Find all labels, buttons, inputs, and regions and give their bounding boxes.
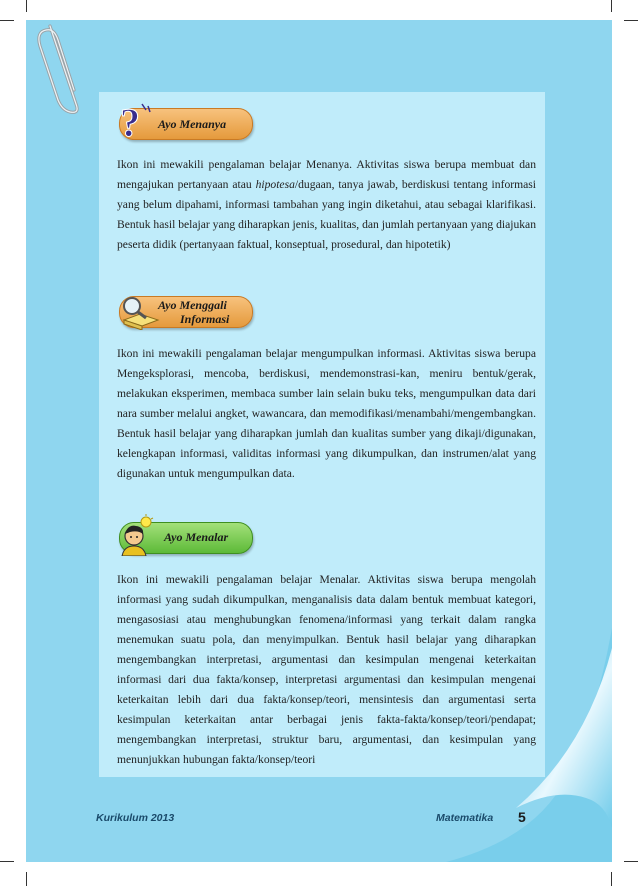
ayo-menalar-label: Ayo Menalar	[164, 530, 229, 544]
crop-mark	[611, 0, 612, 12]
crop-mark	[26, 0, 27, 12]
crop-mark	[0, 20, 14, 21]
ayo-menggali-label	[158, 298, 229, 326]
ayo-menanya-label: Ayo Menanya	[158, 117, 227, 131]
menanya-text-part: Ikon ini mewakili pengalaman belajar Menanya. Aktivitas siswa berupa membuat dan mengajukan pertanyaan atau	[117, 158, 536, 191]
crop-mark	[611, 872, 612, 886]
crop-mark	[0, 861, 14, 862]
menanya-text-part: /dugaan, tanya jawab, berdiskusi tentang informasi yang belum dipahami, informasi tambahan yang ingin diketahui, atau sebagai klarifikasi. Bentuk hasil belajar yang diharapkan jenis, kualitas, dan jumlah pertanyaan yang diajukan peserta didik (pertanyaan faktual, konseptual, prosedural, dan hipotetik)	[117, 178, 536, 251]
crop-mark	[624, 861, 638, 862]
svg-text:?: ?	[120, 100, 140, 142]
footer-subject: Matematika	[436, 812, 494, 824]
menalar-paragraph: Ikon ini mewakili pengalaman belajar Menalar. Aktivitas siswa berupa mengolah informasi yang sudah dikumpulkan, menganalisis data dalam bentuk membuat kategori, mengasosiasi atau menghubungkan fenomena/informasi yang terkait dalam rangka menemukan suatu pola, dan menyimpulkan. Bentuk hasil belajar yang diharapkan mengembangkan interpretasi, argumentasi dan kesimpulan mengenai keterkaitan informasi dari dua fakta/konsep, interpretasi argumentasi dan kesimpulan mengenai keterkaitan lebih dari dua fakta/konsep/teori, mensintesis dan argumentasi serta kesimpulan keterkaitan antar berbagai jenis fakta-fakta/konsep/teori/pendapat; mengembangkan interpretasi, struktur baru, argumentasi, dan kesimpulan yang menunjukkan hubungan fakta/konsep/teori	[117, 573, 536, 766]
menggali-label-line2: Informasi	[180, 312, 230, 326]
hipotesa-term: hipotesa	[255, 178, 295, 191]
thinking-person-icon	[118, 514, 158, 556]
crop-mark	[624, 20, 638, 21]
menanya-paragraph	[117, 155, 536, 255]
crop-mark	[26, 872, 27, 886]
menggali-label-line1: Ayo Menggali	[158, 298, 227, 312]
paperclip-icon	[36, 12, 92, 116]
footer-curriculum: Kurikulum 2013	[96, 812, 175, 824]
question-mark-icon	[116, 100, 156, 142]
page-number: 5	[518, 809, 526, 825]
menggali-paragraph: Ikon ini mewakili pengalaman belajar mengumpulkan informasi. Aktivitas siswa berupa Mengeksplorasi, mencoba, berdiskusi, mendemonstrasi-kan, meniru bentuk/gerak, melakukan eksperimen, membaca sumber lain selain buku teks, mengumpulkan data dari nara sumber melalui angket, wawancara, dan memodifikasi/menambahi/mengembangkan. Bentuk hasil belajar yang diharapkan jumlah dan kualitas sumber yang dikaji/digunakan, kelengkapan informasi, validitas informasi yang dikumpulkan, dan instrumen/alat yang digunakan untuk mengumpulkan data.	[117, 347, 536, 480]
